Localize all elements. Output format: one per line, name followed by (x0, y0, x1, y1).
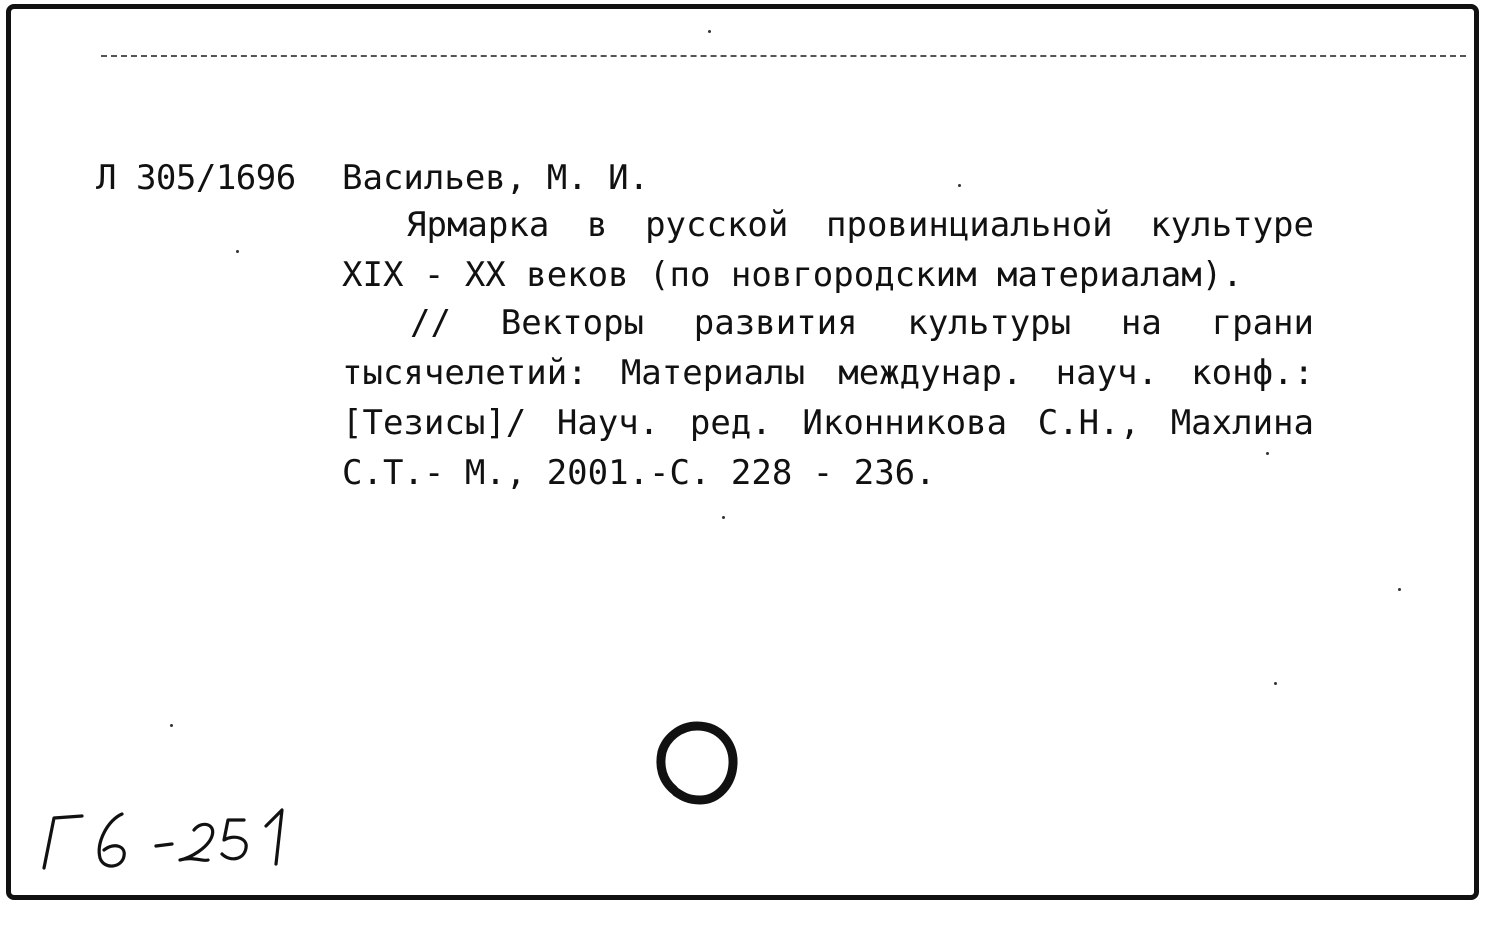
top-rule (101, 55, 1466, 57)
speck (236, 250, 239, 253)
speck (958, 184, 961, 187)
source-line-4: С.Т.- М., 2001.-С. 228 - 236. (342, 453, 936, 493)
source-line-2: тысячелетий: Материалы междунар. науч. конф.: (342, 353, 1314, 393)
speck (1398, 588, 1401, 591)
speck (708, 30, 711, 33)
speck (722, 516, 725, 519)
title-line-2: XIX - XX веков (по новгородским материалам). (342, 255, 1243, 295)
source-line-1: // Векторы развития культуры на грани (410, 303, 1314, 343)
handwritten-inventory-number (30, 790, 330, 890)
shelfmark: Л 305/1696 (96, 158, 296, 198)
author-name: Васильев, М. И. (342, 158, 650, 198)
speck (1266, 452, 1269, 455)
speck (1274, 682, 1277, 685)
circle-stamp-icon (654, 720, 740, 806)
source-line-3: [Тезисы]/ Науч. ред. Иконникова С.Н., Махлина (342, 403, 1314, 443)
title-line-1: Ярмарка в русской провинциальной культуре (406, 205, 1314, 245)
catalog-card (6, 4, 1479, 900)
speck (170, 724, 173, 727)
